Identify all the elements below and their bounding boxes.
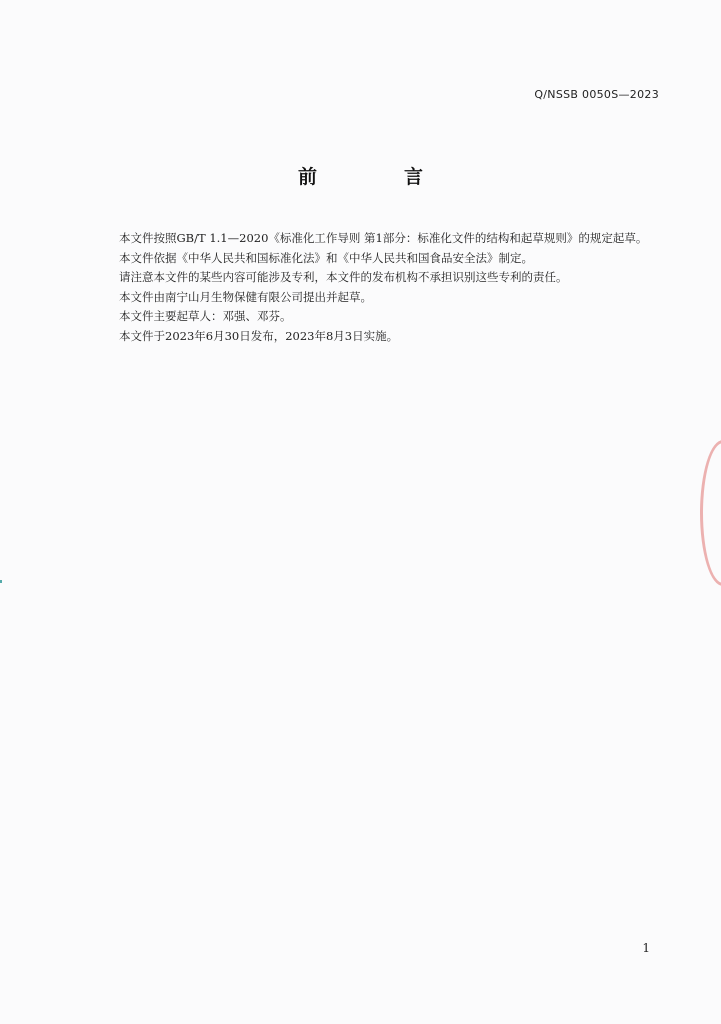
page-number: 1 bbox=[642, 941, 650, 955]
paragraph: 本文件由南宁山月生物保健有限公司提出并起草。 bbox=[119, 289, 372, 304]
page-title: 前 言 bbox=[297, 166, 457, 188]
paragraph: 本文件按照GB/T 1.1—2020《标准化工作导则 第1部分：标准化文件的结构和起草规则》的规定起草。 bbox=[119, 231, 648, 245]
paragraph: 请注意本文件的某些内容可能涉及专利，本文件的发布机构不承担识别这些专利的责任。 bbox=[119, 270, 568, 285]
foreword-body bbox=[95, 229, 661, 347]
paragraph: 本文件依据《中华人民共和国标准化法》和《中华人民共和国食品安全法》制定。 bbox=[119, 250, 533, 265]
paragraph: 本文件主要起草人：邓强、邓芬。 bbox=[119, 309, 292, 324]
document-code: Q/NSSB 0050S—2023 bbox=[534, 88, 659, 101]
paragraph: 本文件于2023年6月30日发布，2023年8月3日实施。 bbox=[119, 328, 399, 343]
scan-artifact bbox=[0, 580, 2, 583]
red-seal-stamp bbox=[700, 440, 721, 586]
